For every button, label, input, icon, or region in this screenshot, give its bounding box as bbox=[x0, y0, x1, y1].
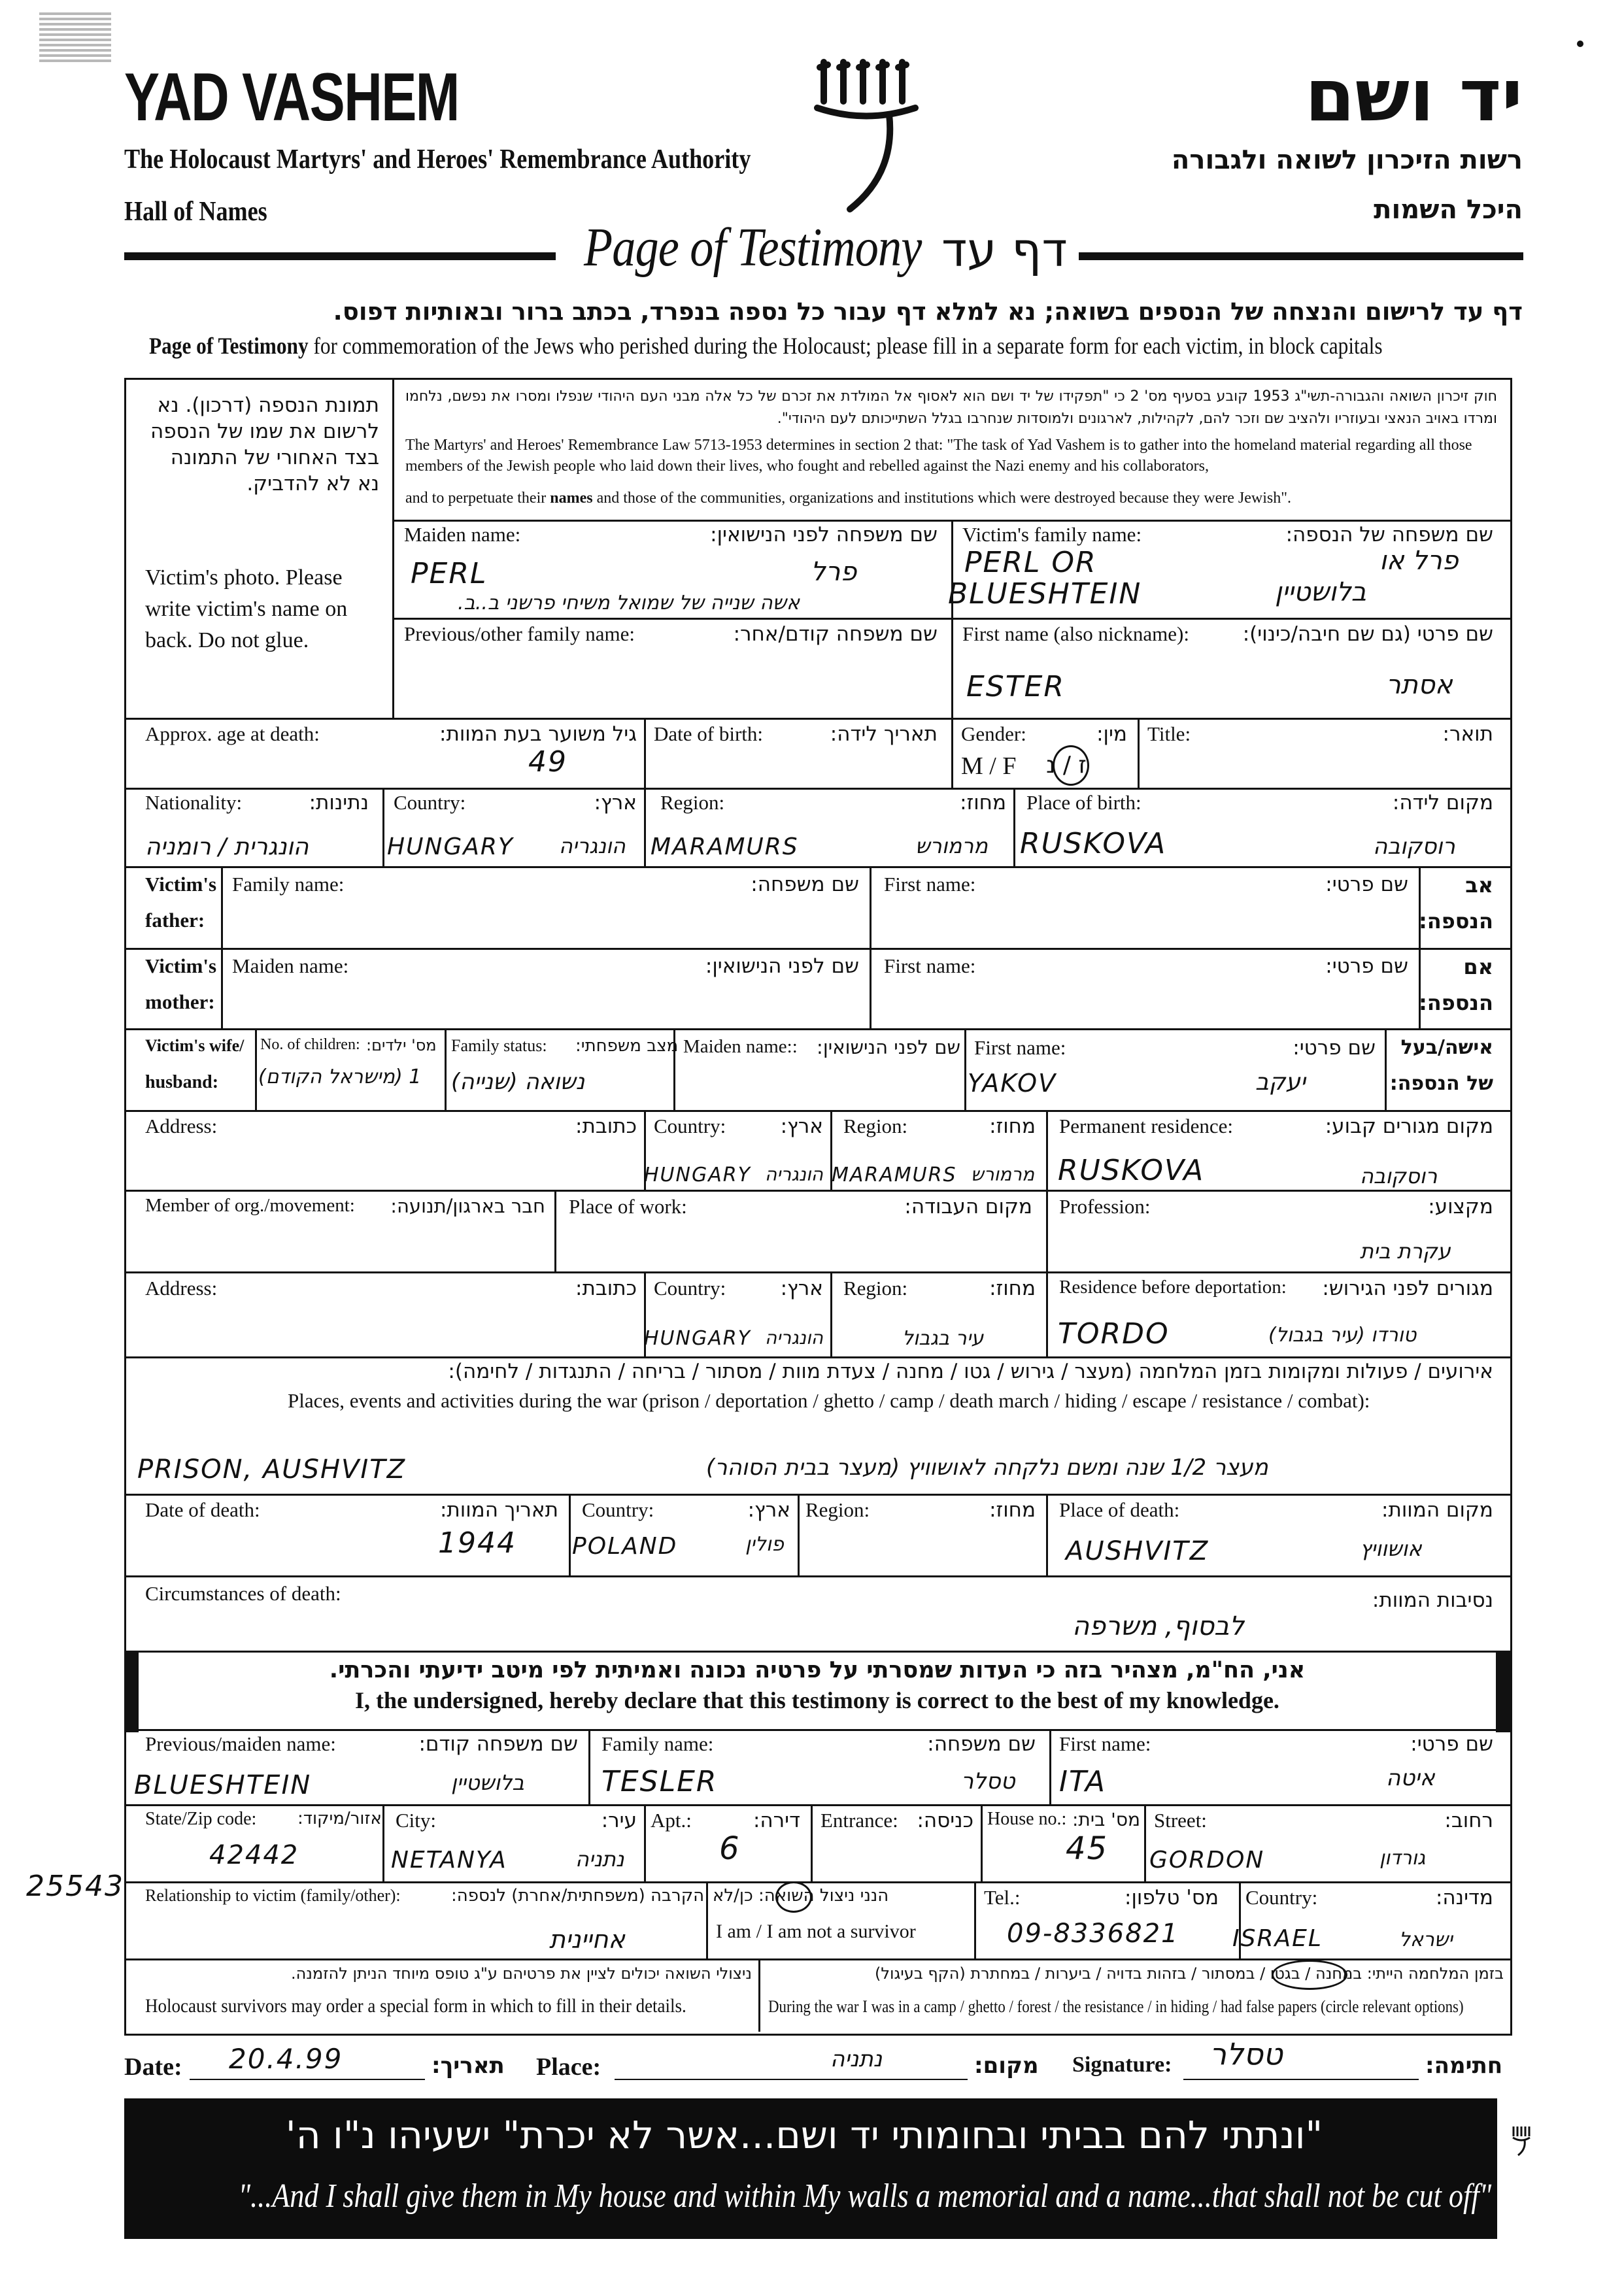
sub-div-1 bbox=[588, 1729, 590, 1804]
row-line-15 bbox=[124, 1729, 1510, 1731]
family-name-value-2[interactable]: BLUESHTEIN bbox=[948, 577, 1142, 611]
sub-country-label-en: Country: bbox=[1245, 1886, 1318, 1909]
sub-country-value-he[interactable]: ישראל bbox=[1399, 1928, 1453, 1951]
dob-label-he: תאריך לידה: bbox=[830, 722, 938, 746]
row-line-8 bbox=[124, 1110, 1510, 1112]
region-pob-divider bbox=[1013, 788, 1015, 866]
zip-label-en: State/Zip code: bbox=[145, 1809, 257, 1829]
survivor-circle bbox=[775, 1881, 812, 1913]
spouse-maiden-label-en: Maiden name:: bbox=[683, 1036, 798, 1057]
city-label-en: City: bbox=[396, 1809, 437, 1832]
declaration-he: אני, הח"מ, מצהיר בזה כי העדות שמסרתי על פרטיה נכונה ואמיתית לפי מיטב ידיעתי והכרתי. bbox=[329, 1657, 1306, 1683]
addr-region-label-en: Region: bbox=[843, 1115, 908, 1137]
pob-value[interactable]: RUSKOVA bbox=[1020, 827, 1167, 860]
law-text-he: חוק זיכרון השואה והגבורה-תשי"ג 1953 קובע בסעיף מס' 2 כי "תפקידו של יד ושם הוא לאסוף אל המולדת את זכרם של כל אלה מבני העם היהודי שנפלו ומסרו את נפשם, נלחמו ומרדו באויב הנאצי ובעוזריו ולהציב שם וזכר להם, לקהילות, לארגונים ולמוסדות שנחרבו בגלל השתייכותם לעם היהודי". bbox=[405, 388, 1498, 427]
before-country-label-en: Country: bbox=[654, 1277, 726, 1300]
first-name-value[interactable]: ESTER bbox=[966, 670, 1065, 703]
margin-number: 25543 bbox=[26, 1870, 124, 1903]
sub-prev-label-en: Previous/maiden name: bbox=[145, 1732, 336, 1755]
work-label-he: מקום העבודה: bbox=[904, 1195, 1032, 1219]
father-left-divider bbox=[221, 866, 223, 1028]
addr-region-value-he[interactable]: מרמורש bbox=[971, 1164, 1035, 1185]
street-value[interactable]: GORDON bbox=[1149, 1847, 1265, 1874]
apt-label-he: דירה: bbox=[753, 1809, 800, 1832]
title-label-he: תואר: bbox=[1442, 722, 1493, 746]
perm-label-en: Permanent residence: bbox=[1059, 1115, 1233, 1137]
signature-line bbox=[1183, 2079, 1419, 2080]
law-text-en-2a: and to perpetuate their bbox=[405, 490, 550, 507]
region-label-en: Region: bbox=[660, 791, 725, 814]
sub-first-value[interactable]: ITA bbox=[1059, 1765, 1106, 1798]
page-title-he: דף עד bbox=[941, 222, 1068, 277]
mother-label-he-2: הנספה: bbox=[1418, 990, 1493, 1015]
form-note-he: ניצולי השואה יכולים לציין את פרטיהם ע"ג טופס מיוחד הניתן להזמנה. bbox=[291, 1964, 752, 1983]
sub-first-label-he: שם פרטי: bbox=[1410, 1732, 1493, 1756]
country-value-he[interactable]: הונגריה bbox=[559, 833, 626, 858]
spouse-first-label-he: שם פרטי: bbox=[1293, 1036, 1376, 1060]
before-country-label-he: ארץ: bbox=[780, 1277, 823, 1300]
father-first-label-he: שם פרטי: bbox=[1325, 873, 1408, 896]
sub-country-label-he: מדינה: bbox=[1435, 1886, 1493, 1909]
row-line-4 bbox=[124, 788, 1510, 790]
dod-region-label-en: Region: bbox=[805, 1498, 870, 1521]
mother-label-he-1: אם bbox=[1463, 954, 1493, 979]
addr-country-value-he[interactable]: הונגריה bbox=[765, 1164, 824, 1185]
dob-label-en: Date of birth: bbox=[654, 722, 764, 745]
relation-label-he: הקרבה (משפחתית/אחרת) לנספה: bbox=[451, 1886, 705, 1906]
row-line-10 bbox=[124, 1271, 1510, 1273]
gender-label-he: מין: bbox=[1096, 722, 1127, 746]
perm-value-he[interactable]: רוסקובה bbox=[1360, 1164, 1438, 1188]
sub-family-label-he: שם משפחה: bbox=[927, 1732, 1036, 1756]
entrance-label-en: Entrance: bbox=[820, 1809, 898, 1832]
before-country-value[interactable]: HUNGARY bbox=[644, 1327, 751, 1350]
photo-instructions-he: תמונת הנספה (דרכון). נא לרשום את שמו של הנספה בצד האחורי של התמונה נא לא להדביק. bbox=[150, 394, 379, 496]
sub-first-value-he[interactable]: איטה bbox=[1386, 1765, 1435, 1791]
house-value[interactable]: 45 bbox=[1066, 1830, 1109, 1867]
profession-value[interactable]: עקרת בית bbox=[1360, 1239, 1451, 1264]
father-mid-divider bbox=[870, 866, 871, 1028]
place-label-en: Place: bbox=[536, 2053, 601, 2081]
children-value[interactable]: 1 (מישראל הקודם) bbox=[258, 1066, 422, 1088]
maiden-name-label-he: שם משפחה לפני הנישואין: bbox=[710, 523, 938, 546]
street-label-he: רחוב: bbox=[1444, 1809, 1493, 1832]
addr-region-value[interactable]: MARAMURS bbox=[832, 1164, 957, 1186]
apt-label-en: Apt.: bbox=[651, 1809, 692, 1832]
gender-options[interactable]: M / F bbox=[961, 752, 1017, 780]
dod-country-value[interactable]: POLAND bbox=[572, 1533, 678, 1560]
zip-label-he: אזור/מיקוד: bbox=[297, 1809, 382, 1828]
mother-maiden-label-en: Maiden name: bbox=[232, 954, 349, 977]
spouse-maiden-label-he: שם לפני הנישואין: bbox=[817, 1036, 960, 1058]
sub-div-2 bbox=[1049, 1729, 1051, 1804]
nat-country-divider bbox=[382, 788, 384, 866]
before-region-label-en: Region: bbox=[843, 1277, 908, 1300]
prev-name-label-he: שם משפחה קודם/אחר: bbox=[733, 622, 938, 646]
addr-country-label-he: ארץ: bbox=[780, 1115, 823, 1138]
first-name-value-he[interactable]: אסתר bbox=[1386, 670, 1453, 700]
place-label-he: מקום: bbox=[974, 2053, 1039, 2079]
father-family-label-he: שם משפחה: bbox=[751, 873, 859, 896]
perm-value[interactable]: RUSKOVA bbox=[1058, 1154, 1205, 1187]
member-label-he: חבר בארגון/תנועה: bbox=[390, 1195, 545, 1217]
children-label-he: מס' ילדים: bbox=[366, 1036, 437, 1054]
father-label-he-2: הנספה: bbox=[1418, 909, 1493, 933]
city-label-he: עיר: bbox=[601, 1809, 637, 1832]
declaration-bar-left bbox=[124, 1651, 139, 1732]
sub-prev-value-he[interactable]: בלושטיין bbox=[451, 1770, 524, 1795]
survivor-label-he: הנני ניצול השואה: כן/לא bbox=[713, 1886, 889, 1906]
gender-circle bbox=[1053, 745, 1089, 786]
addr-country-value[interactable]: HUNGARY bbox=[644, 1164, 751, 1186]
mother-label-en-2: mother: bbox=[145, 990, 215, 1013]
banner-en: "...And I shall give them in My house and within My walls a memorial and a name...that shall not be cut off" bbox=[238, 2177, 1492, 2215]
country-value[interactable]: HUNGARY bbox=[387, 833, 514, 860]
before-address-label-en: Address: bbox=[145, 1277, 218, 1300]
row-line-13 bbox=[124, 1575, 1510, 1577]
dod-value[interactable]: 1944 bbox=[438, 1526, 516, 1560]
sub-addr-div-2 bbox=[644, 1804, 646, 1881]
first-name-label-en: First name (also nickname): bbox=[962, 622, 1189, 645]
father-family-label-en: Family name: bbox=[232, 873, 345, 896]
row-line-3 bbox=[124, 718, 1510, 720]
mother-label-en-1: Victim's bbox=[145, 954, 217, 977]
relation-value[interactable]: אחיינית bbox=[549, 1925, 625, 1954]
spouse-label-he-1: אישה/בעל bbox=[1400, 1036, 1493, 1059]
before-region-value[interactable]: עיר בגבול bbox=[902, 1327, 984, 1350]
dod-country-value-he[interactable]: פולין bbox=[745, 1533, 784, 1556]
tel-label-en: Tel.: bbox=[984, 1886, 1021, 1909]
spouse-first-label-en: First name: bbox=[974, 1036, 1066, 1059]
region-value-he[interactable]: מרמורש bbox=[915, 833, 988, 858]
survivor-label-en[interactable]: I am / I am not a survivor bbox=[716, 1921, 916, 1942]
addr-region-label-he: מחוז: bbox=[989, 1115, 1036, 1138]
spouse-first-value-he[interactable]: יעקב bbox=[1255, 1069, 1306, 1096]
apt-value[interactable]: 6 bbox=[719, 1830, 741, 1867]
row-line-17 bbox=[124, 1881, 1510, 1883]
maiden-name-label-en: Maiden name: bbox=[404, 523, 521, 546]
before-region-label-he: מחוז: bbox=[989, 1277, 1036, 1300]
profession-label-he: מקצוע: bbox=[1428, 1195, 1493, 1219]
circ-value[interactable]: לבסוף, משרפה bbox=[1072, 1611, 1244, 1641]
date-value[interactable]: 20.4.99 bbox=[229, 2043, 343, 2075]
prev-name-label-en: Previous/other family name: bbox=[404, 622, 635, 645]
spouse-div-2 bbox=[445, 1028, 447, 1110]
before-value[interactable]: TORDO bbox=[1058, 1317, 1170, 1351]
maiden-name-note[interactable]: אשה שנייה של שמואל משיחי פרשני ב..ב. bbox=[458, 592, 800, 614]
before-country-value-he[interactable]: הונגריה bbox=[765, 1327, 824, 1349]
dob-gender-divider bbox=[951, 718, 953, 788]
circ-label-he: נסיבות המוות: bbox=[1372, 1588, 1493, 1612]
father-first-label-en: First name: bbox=[884, 873, 976, 896]
status-label-en: Family status: bbox=[451, 1036, 547, 1055]
region-value[interactable]: MARAMURS bbox=[651, 833, 799, 860]
death-div-3 bbox=[1046, 1494, 1048, 1575]
children-label-en: No. of children: bbox=[260, 1036, 360, 1053]
events-label-en: Places, events and activities during the war (prison / deportation / ghetto / camp / death march / hiding / escape / resistance / combat): bbox=[288, 1389, 1370, 1412]
authority-en: The Holocaust Martyrs' and Heroes' Remembrance Authority bbox=[124, 144, 751, 175]
org-name-en: YAD VASHEM bbox=[124, 59, 459, 135]
maiden-name-value[interactable]: PERL bbox=[411, 557, 488, 590]
nationality-value[interactable]: הונגרית / רומניה bbox=[145, 833, 309, 860]
photo-instructions-en: Victim's photo. Please write victim's name on back. Do not glue. bbox=[145, 565, 348, 652]
region-label-he: מחוז: bbox=[960, 791, 1006, 815]
dod-country-label-en: Country: bbox=[582, 1498, 654, 1521]
law-text-en-2c: and those of the communities, organizations and institutions which were destroyed because they were Jewish". bbox=[592, 490, 1292, 507]
row-line-6 bbox=[124, 948, 1510, 950]
pod-value-he[interactable]: אושוויץ bbox=[1360, 1536, 1422, 1561]
father-label-en-2: father: bbox=[145, 909, 205, 932]
date-label-he: תאריך: bbox=[431, 2053, 505, 2079]
sub-prev-value[interactable]: BLUESHTEIN bbox=[134, 1770, 312, 1800]
dod-country-label-he: ארץ: bbox=[747, 1498, 790, 1522]
nationality-label-en: Nationality: bbox=[145, 791, 243, 814]
yad-vashem-logo bbox=[811, 56, 922, 216]
hall-of-names-en: Hall of Names bbox=[124, 197, 267, 227]
entrance-label-he: כניסה: bbox=[917, 1809, 973, 1832]
row-line-16 bbox=[124, 1804, 1510, 1806]
camp-note-he: בזמן המלחמה הייתי: במחנה / בגטו / במסתור / בזהות בדויה / ביערות / במחתרת (הקף בעיגול) bbox=[875, 1964, 1504, 1983]
mother-first-label-he: שם פרטי: bbox=[1325, 954, 1408, 978]
father-label-en-1: Victim's bbox=[145, 873, 217, 896]
hall-of-names-he: היכל השמות bbox=[1374, 195, 1523, 225]
death-div-2 bbox=[798, 1494, 800, 1575]
country-label-he: ארץ: bbox=[594, 791, 637, 815]
member-div-2 bbox=[1046, 1190, 1048, 1271]
before-address-label-he: כתובת: bbox=[575, 1277, 637, 1300]
intro-he: דף עד לרישום והנצחה של הנספים בשואה; נא למלא דף עבור כל נספה בנפרד, בכתב ברור ובאותיות דפוס. bbox=[333, 297, 1523, 326]
notes-divider bbox=[758, 1958, 760, 2032]
profession-label-en: Profession: bbox=[1059, 1195, 1151, 1218]
events-value-en[interactable]: PRISON, AUSHVITZ bbox=[137, 1454, 407, 1485]
spouse-label-he-2: של הנספה: bbox=[1389, 1072, 1493, 1095]
photo-divider bbox=[392, 378, 394, 718]
intro-en-text: for commemoration of the Jews who perished during the Holocaust; please fill in a separate form for each victim, in block capitals bbox=[308, 333, 1383, 359]
circ-label-en: Circumstances of death: bbox=[145, 1582, 341, 1605]
age-label-he: גיל משוער בעת המוות: bbox=[439, 722, 637, 746]
family-name-value-he-2[interactable]: בלושטיין bbox=[1275, 577, 1366, 607]
dod-label-en: Date of death: bbox=[145, 1498, 260, 1521]
title-label-en: Title: bbox=[1147, 722, 1191, 745]
dod-label-he: תאריך המוות: bbox=[439, 1498, 558, 1522]
work-label-en: Place of work: bbox=[569, 1195, 687, 1218]
rel-div-2 bbox=[974, 1881, 976, 1958]
city-value[interactable]: NETANYA bbox=[391, 1847, 507, 1874]
place-line bbox=[615, 2079, 968, 2080]
row-line-9 bbox=[124, 1190, 1510, 1192]
banner-en-wrap bbox=[238, 2177, 1606, 2215]
member-label-en: Member of org./movement: bbox=[145, 1195, 355, 1216]
signature-value[interactable]: טסלר bbox=[1210, 2036, 1283, 2072]
gender-title-divider bbox=[1138, 718, 1140, 788]
before-label-en: Residence before deportation: bbox=[1059, 1277, 1287, 1298]
dod-region-label-he: מחוז: bbox=[989, 1498, 1036, 1522]
scan-corner-mark bbox=[39, 10, 111, 62]
pob-value-he[interactable]: רוסקובה bbox=[1373, 833, 1455, 860]
form-note-en: Holocaust survivors may order a special form in which to fill in their details. bbox=[145, 1995, 686, 2017]
family-name-label-he: שם משפחה של הנספה: bbox=[1285, 523, 1493, 546]
pod-value[interactable]: AUSHVITZ bbox=[1066, 1536, 1210, 1566]
sub-addr-div-5 bbox=[1144, 1804, 1146, 1881]
tel-label-he: מס' טלפון: bbox=[1125, 1886, 1219, 1909]
row-line-14 bbox=[124, 1651, 1510, 1653]
banner-ref: Isaiah, 56:5 bbox=[1498, 2183, 1606, 2213]
member-div-1 bbox=[554, 1190, 556, 1271]
title-rule-right bbox=[1079, 252, 1523, 260]
sub-first-label-en: First name: bbox=[1059, 1732, 1151, 1755]
law-text-en-1: The Martyrs' and Heroes' Remembrance Law 5713-1953 determines in section 2 that: "The task of Yad Vashem is to gather into the homeland material regarding all those members of the Jewish people who laid down their lives, who fought and rebelled against the Nazi enemy and his collaborators, bbox=[405, 437, 1472, 475]
sub-prev-label-he: שם משפחה קודם: bbox=[418, 1732, 578, 1756]
address-label-he: כתובת: bbox=[575, 1115, 637, 1138]
death-div-1 bbox=[569, 1494, 571, 1575]
row-line-12 bbox=[124, 1494, 1510, 1496]
before-value-he[interactable]: טורדו (עיר בגבול) bbox=[1268, 1324, 1417, 1347]
law-text-en-2 bbox=[405, 488, 1497, 509]
tel-value[interactable]: 09-8336821 bbox=[1007, 1919, 1179, 1949]
sub-country-value[interactable]: ISRAEL bbox=[1232, 1925, 1323, 1952]
sub-family-value-he[interactable]: טסלר bbox=[961, 1768, 1015, 1794]
first-name-label-he: שם פרטי (גם שם חיבה/כינוי): bbox=[1242, 622, 1493, 646]
spouse-div-4 bbox=[964, 1028, 966, 1110]
pod-label-he: מקום המוות: bbox=[1381, 1498, 1493, 1522]
events-label-he: אירועים / פעולות ומקומות בזמן המלחמה (מעצר / גירוש / גטו / מחנה / צעדת מוות / מסתור / בריחה / התנגדות / לחימה): bbox=[448, 1360, 1493, 1383]
camp-note-en: During the war I was in a camp / ghetto / forest / the resistance / in hiding / had false papers (circle relevant options) bbox=[768, 1997, 1464, 2016]
declaration-bar-right bbox=[1496, 1651, 1510, 1732]
family-name-label-en: Victim's family name: bbox=[962, 523, 1142, 546]
spouse-div-1 bbox=[255, 1028, 257, 1110]
row-line-2 bbox=[392, 618, 1510, 620]
page-title-en: Page of Testimony bbox=[584, 217, 922, 278]
city-value-he[interactable]: נתניה bbox=[575, 1847, 624, 1872]
declaration-en: I, the undersigned, hereby declare that this testimony is correct to the best of my knowledge. bbox=[355, 1687, 1279, 1713]
street-label-en: Street: bbox=[1154, 1809, 1207, 1832]
row-line-5 bbox=[124, 866, 1510, 868]
intro-en bbox=[149, 332, 1383, 360]
before-div-3 bbox=[1046, 1271, 1048, 1356]
scan-dot bbox=[1577, 41, 1583, 47]
house-label-en: House no.: bbox=[987, 1809, 1067, 1829]
mother-first-label-en: First name: bbox=[884, 954, 976, 977]
relation-label-en: Relationship to victim (family/other): bbox=[145, 1886, 401, 1905]
gender-label-en: Gender: bbox=[961, 722, 1026, 745]
place-value[interactable]: נתניה bbox=[830, 2046, 883, 2072]
sub-addr-div-4 bbox=[981, 1804, 983, 1881]
date-line bbox=[190, 2079, 425, 2080]
rel-div-1 bbox=[706, 1881, 708, 1958]
addr-div-3 bbox=[1046, 1110, 1048, 1190]
perm-label-he: מקום מגורים קבוע: bbox=[1325, 1115, 1493, 1138]
sub-addr-div-3 bbox=[811, 1804, 813, 1881]
family-name-value-he-1[interactable]: פרל או bbox=[1379, 546, 1459, 576]
status-label-he: מצב משפחתי: bbox=[575, 1036, 679, 1056]
zip-value[interactable]: 42442 bbox=[209, 1840, 299, 1870]
country-region-divider bbox=[644, 788, 646, 866]
age-label-en: Approx. age at death: bbox=[145, 722, 320, 745]
street-value-he[interactable]: גורדון bbox=[1379, 1847, 1426, 1870]
nationality-label-he: נתינות: bbox=[309, 791, 369, 815]
maiden-name-value-he[interactable]: פרל bbox=[811, 557, 857, 587]
authority-he: רשות הזיכרון לשואה ולגבורה bbox=[1171, 145, 1523, 175]
menorah-icon bbox=[1512, 2125, 1531, 2157]
status-value[interactable]: נשואה (שנייה) bbox=[451, 1069, 585, 1095]
spouse-label-en-1: Victim's wife/ bbox=[145, 1036, 245, 1055]
banner-he: "ונתתי להם בביתי ובחומותי יד ושם...אשר לא יכרת" ישעיהו נ"ו ה' bbox=[285, 2113, 1323, 2157]
org-name-he: יד ושם bbox=[1304, 54, 1523, 137]
law-names-bold: names bbox=[550, 490, 593, 507]
country-label-en: Country: bbox=[394, 791, 466, 814]
sub-family-value[interactable]: TESLER bbox=[601, 1765, 718, 1798]
signature-label-he: חתימה: bbox=[1425, 2053, 1503, 2079]
before-div-2 bbox=[830, 1271, 832, 1356]
family-name-value-1[interactable]: PERL OR bbox=[964, 546, 1097, 579]
intro-en-bold: Page of Testimony bbox=[149, 333, 309, 359]
father-label-he-1: אב bbox=[1465, 873, 1493, 898]
date-label-en: Date: bbox=[124, 2053, 182, 2081]
age-value[interactable]: 49 bbox=[528, 745, 567, 779]
events-value-he[interactable]: מעצר 1/2 שנה ומשם נלקחה לאושוויץ (מעצר בבית הסוהר) bbox=[706, 1454, 1268, 1481]
age-dob-divider bbox=[644, 718, 646, 788]
gender-options-he[interactable]: ז / נ bbox=[1046, 752, 1087, 779]
signature-label-en: Signature: bbox=[1072, 2053, 1172, 2077]
spouse-label-en-2: husband: bbox=[145, 1072, 219, 1092]
address-label-en: Address: bbox=[145, 1115, 218, 1137]
house-label-he: מס' בית: bbox=[1072, 1809, 1141, 1830]
sub-family-label-en: Family name: bbox=[601, 1732, 714, 1755]
footer-banner bbox=[124, 2098, 1606, 2239]
spouse-div-5 bbox=[1385, 1028, 1387, 1110]
title-rule-left bbox=[124, 252, 556, 260]
pod-label-en: Place of death: bbox=[1059, 1498, 1180, 1521]
spouse-first-value[interactable]: YAKOV bbox=[968, 1069, 1057, 1098]
sub-addr-div-1 bbox=[382, 1804, 384, 1881]
camp-note-circle bbox=[1272, 1960, 1347, 1990]
pob-label-en: Place of birth: bbox=[1026, 791, 1142, 814]
pob-label-he: מקום לידה: bbox=[1392, 791, 1493, 815]
row-line-11 bbox=[124, 1356, 1510, 1358]
addr-country-label-en: Country: bbox=[654, 1115, 726, 1137]
mother-maiden-label-he: שם לפני הנישואין: bbox=[705, 954, 859, 978]
row-line-7 bbox=[124, 1028, 1510, 1030]
before-label-he: מגורים לפני הגירוש: bbox=[1322, 1277, 1493, 1300]
